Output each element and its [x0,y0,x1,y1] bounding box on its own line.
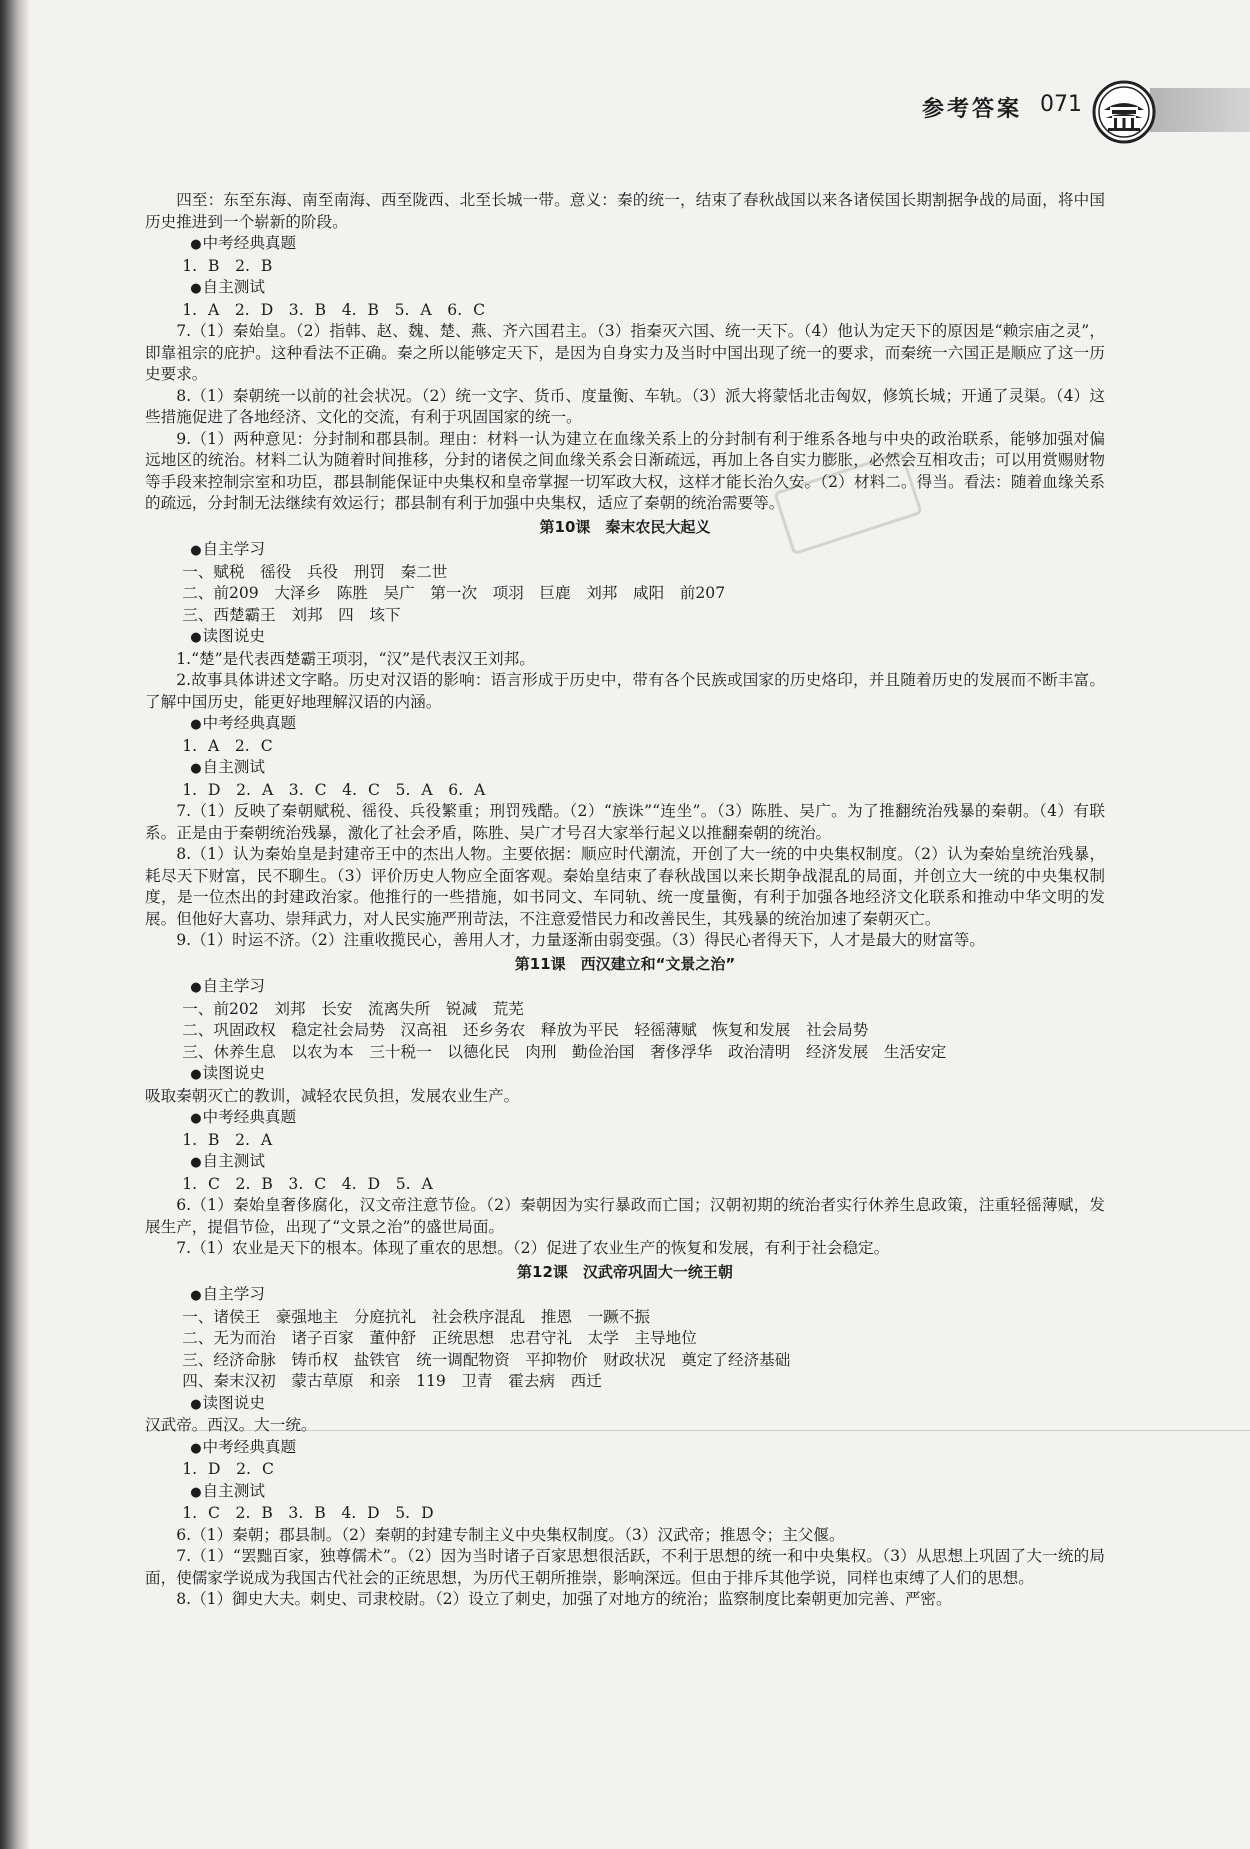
pavilion-emblem-icon [1092,80,1156,144]
section-heading: ● 自主学习 [145,1284,1105,1307]
fill-in-terms: 三、休养生息 以农为本 三十税一 以德化民 肉刑 勤俭治国 奢侈浮华 政治清明 经济发展 生活安定 [182,1042,947,1061]
fill-in-terms: 一、诸侯王 豪强地主 分庭抗礼 社会秩序混乱 推恩 一蹶不振 [182,1307,651,1326]
fill-in-terms: 四、秦末汉初 蒙古草原 和亲 119 卫青 霍去病 西迁 [182,1372,602,1390]
answer-paragraph: 9.（1）时运不济。（2）注重收揽民心，善用人才，力量逐渐由弱变强。（3）得民心者得天下，人才是最大的财富等。 [176,931,985,949]
section-heading: ● 中考经典真题 [145,1437,1105,1460]
section-heading: ● 自主学习 [145,539,1105,562]
answer-paragraph: 6.（1）秦始皇奢侈腐化，汉文帝注意节俭。（2）秦朝因为实行暴政而亡国；汉朝初期的统治者实行休养生息政策，注重轻徭薄赋，发展生产，提倡节俭，出现了“文景之治”的盛世局面。 [145,1196,1105,1236]
section-heading: ● 读图说史 [145,626,1105,649]
choice-answers: 1. A 2. C [182,736,273,755]
section-heading: ● 中考经典真题 [145,233,1105,256]
answer-paragraph: 7.（1）农业是天下的根本。体现了重农的思想。（2）促进了农业生产的恢复和发展，有利于社会稳定。 [176,1239,890,1257]
page-edge-shadow [0,0,30,1849]
lesson-title: 第10课 秦末农民大起义 [539,517,711,536]
page-header [0,80,1250,150]
section-heading: ● 读图说史 [145,1063,1105,1086]
section-heading: ● 自主学习 [145,976,1105,999]
answer-paragraph: 2.故事具体讲述文字略。历史对汉语的影响：语言形成于历史中，带有各个民族或国家的历史烙印，并且随着历史的发展而不断丰富。了解中国历史，能更好地理解汉语的内涵。 [145,671,1105,711]
answer-paragraph: 7.（1）“罢黜百家，独尊儒术”。（2）因为当时诸子百家思想很活跃，不利于思想的统一和中央集权。（3）从思想上巩固了大一统的局面，使儒家学说成为我国古代社会的正统思想，为历代王朝所推崇，影响深远。但由于排斥其他学说，同样也束缚了人们的思想。 [145,1547,1105,1587]
answer-paragraph: 8.（1）秦朝统一以前的社会状况。（2）统一文字、货币、度量衡、车轨。（3）派大将蒙恬北击匈奴，修筑长城；开通了灵渠。（4）这些措施促进了各地经济、文化的交流，有利于巩固国家的统一。 [145,386,1105,426]
answer-paragraph: 1.“楚”是代表西楚霸王项羽，“汉”是代表汉王刘邦。 [176,649,535,668]
answer-paragraph: 8.（1）御史大夫。刺史、司隶校尉。（2）设立了刺史，加强了对地方的统治；监察制度比秦朝更加完善、严密。 [176,1590,952,1608]
fill-in-terms: 二、前209 大泽乡 陈胜 吴广 第一次 项羽 巨鹿 刘邦 咸阳 前207 [182,584,726,602]
fill-in-terms: 一、赋税 徭役 兵役 刑罚 秦二世 [182,562,448,581]
answer-paragraph: 6.（1）秦朝；郡县制。（2）秦朝的封建专制主义中央集权制度。（3）汉武帝；推恩令；主父偃。 [176,1525,845,1544]
fill-in-terms: 二、无为而治 诸子百家 董仲舒 正统思想 忠君守礼 太学 主导地位 [182,1329,697,1347]
fill-in-terms: 三、西楚霸王 刘邦 四 垓下 [182,605,401,624]
fill-in-terms: 二、巩固政权 稳定社会局势 汉高祖 还乡务农 释放为平民 轻徭薄赋 恢复和发展 社会局势 [182,1021,869,1039]
fill-in-terms: 三、经济命脉 铸币权 盐铁官 统一调配物资 平抑物价 财政状况 奠定了经济基础 [182,1350,791,1369]
section-heading: ● 中考经典真题 [145,1107,1105,1130]
answer-text: 吸取秦朝灭亡的教训，减轻农民负担，发展农业生产。 [145,1086,520,1105]
page-number: 071 [1040,92,1082,117]
fill-in-terms: 一、前202 刘邦 长安 流离失所 锐减 荒芜 [182,999,524,1018]
answer-text: 汉武帝。西汉。大一统。 [145,1416,317,1434]
section-heading: ● 自主测试 [145,277,1105,300]
choice-answers: 1. A 2. D 3. B 4. B 5. A 6. C [182,300,486,319]
answer-content [145,190,1105,1611]
header-gray-bar [1150,88,1250,132]
answer-paragraph: 7.（1）秦始皇。（2）指韩、赵、魏、楚、燕、齐六国君主。（3）指秦灭六国、统一天下。（4）他认为定天下的原因是“赖宗庙之灵”，即靠祖宗的庇护。这种看法不正确。秦之所以能够定天下，是因为自身实力及当时中国出现了统一的要求，而秦统一六国正是顺应了这一历史要求。 [145,322,1105,383]
section-heading: ● 中考经典真题 [145,713,1105,736]
answer-paragraph: 7.（1）反映了秦朝赋税、徭役、兵役繁重；刑罚残酷。（2）“族诛”“连坐”。（3）陈胜、吴广。为了推翻统治残暴的秦朝。（4）有联系。正是由于秦朝统治残暴，激化了社会矛盾，陈胜、吴广才号召大家举行起义以推翻秦朝的统治。 [145,802,1105,842]
section-heading: ● 读图说史 [145,1393,1105,1416]
answer-paragraph: 9.（1）两种意见：分封制和郡县制。理由：材料一认为建立在血缘关系上的分封制有利于维系各地与中央的政治联系，能够加强对偏远地区的统治。材料二认为随着时间推移，分封的诸侯之间血缘关系会日渐疏远，再加上各自实力膨胀，必然会互相攻击；可以用赏赐财物等手段来控制宗室和功臣，郡县制能保证中央集权和皇帝掌握一切军政大权，这样才能长治久安。（2）材料二。得当。看法：随着血缘关系的疏远，分封制无法继续有效运行；郡县制有利于加强中央集权，适应了秦朝的统治需要等。 [145,429,1105,512]
section-heading: ● 自主测试 [145,1481,1105,1504]
choice-answers: 1. C 2. B 3. C 4. D 5. A [182,1174,433,1193]
lesson-title: 第11课 西汉建立和“文景之治” [514,954,736,973]
choice-answers: 1. B 2. B [182,256,273,275]
answer-paragraph: 8.（1）认为秦始皇是封建帝王中的杰出人物。主要依据：顺应时代潮流，开创了大一统的中央集权制度。（2）认为秦始皇统治残暴，耗尽天下财富，民不聊生。（3）评价历史人物应全面客观。秦始皇结束了春秋战国以来长期争战混乱的局面，并创立大一统的中央集权制度，是一位杰出的封建政治家。他推行的一些措施，如书同文、车同轨、统一度量衡，有利于加强各地经济文化联系和推动中华文明的发展。但他好大喜功、崇拜武力，对人民实施严刑苛法，不注意爱惜民力和改善民生，其残暴的统治加速了秦朝灭亡。 [145,845,1105,928]
choice-answers: 1. C 2. B 3. B 4. D 5. D [182,1504,434,1522]
section-heading: ● 自主测试 [145,757,1105,780]
choice-answers: 1. D 2. C [182,1460,274,1478]
header-title: 参考答案 [922,97,1023,122]
choice-answers: 1. B 2. A [182,1130,273,1149]
lesson-title: 第12课 汉武帝巩固大一统王朝 [517,1262,733,1281]
section-heading: ● 自主测试 [145,1151,1105,1174]
choice-answers: 1. D 2. A 3. C 4. C 5. A 6. A [182,780,486,799]
answer-paragraph: 四至：东至东海、南至南海、西至陇西、北至长城一带。意义：秦的统一，结束了春秋战国以来各诸侯国长期割据争战的局面，将中国历史推进到一个崭新的阶段。 [145,191,1105,231]
